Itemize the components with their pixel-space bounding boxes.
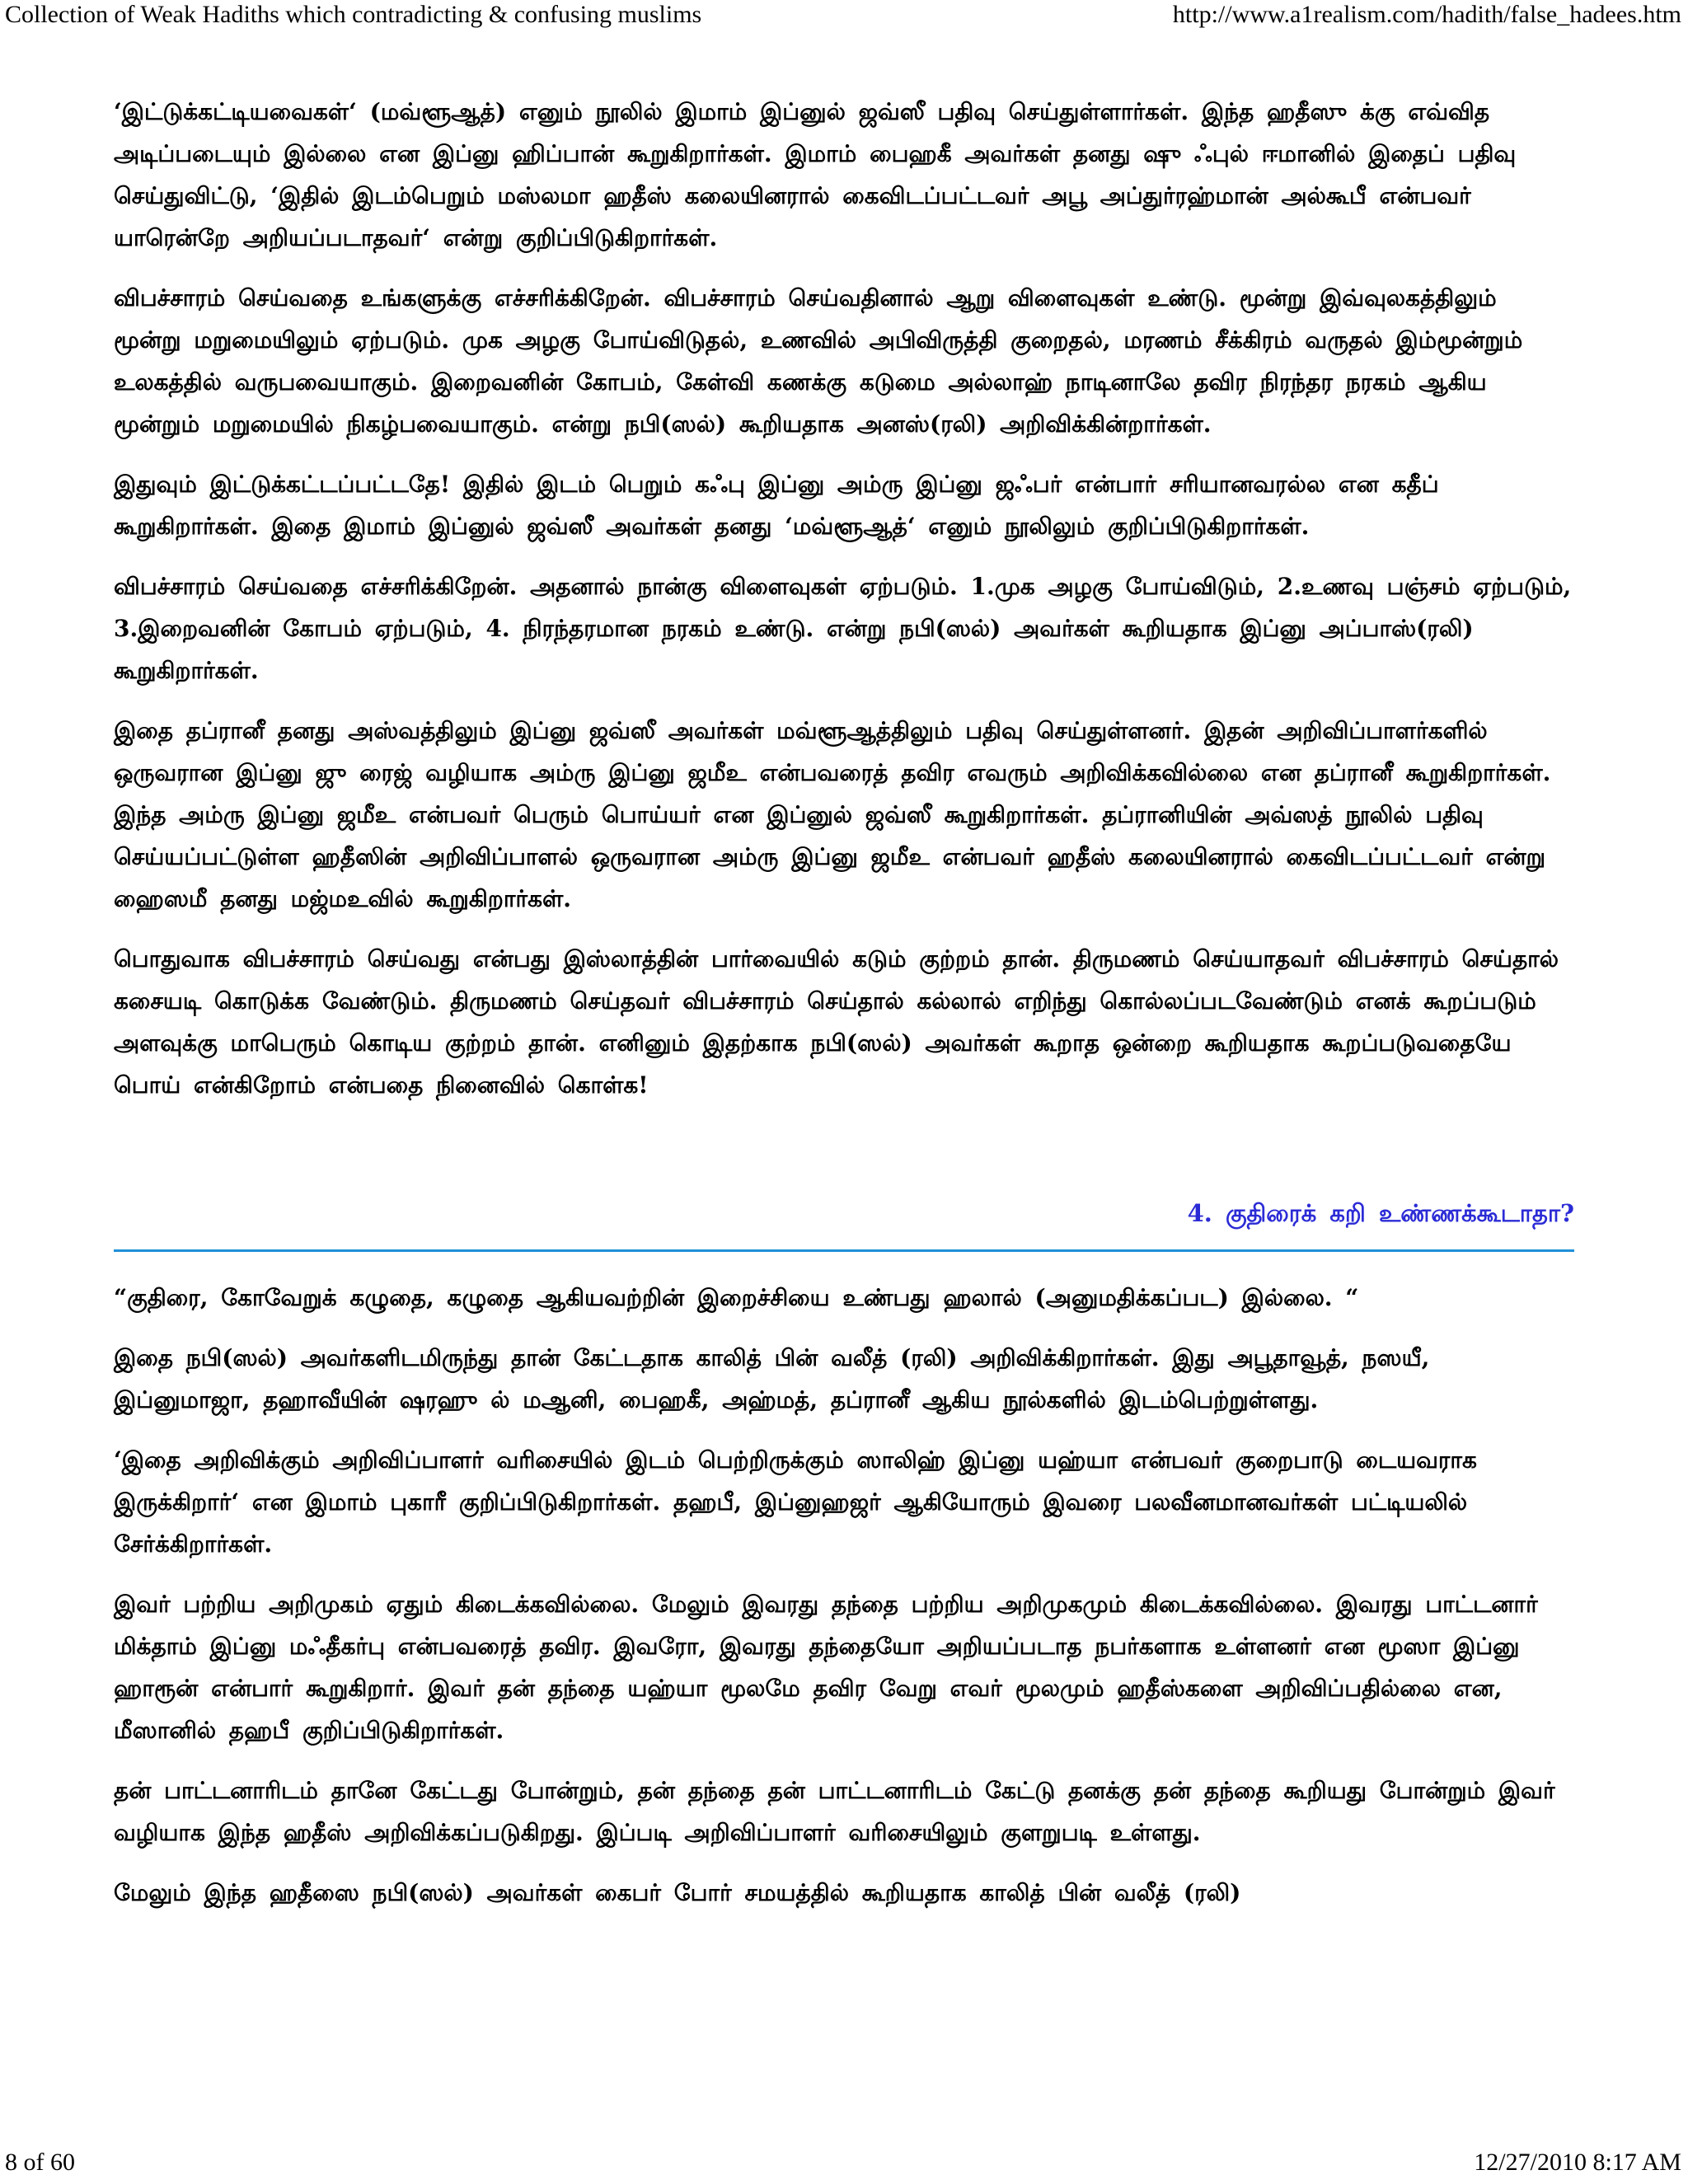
paragraph: தன் பாட்டனாரிடம் தானே கேட்டது போன்றும், தன் தந்தை தன் பாட்டனாரிடம் கேட்டு தனக்கு தன் தந்தை கூறியது போன்றும் இவர் வழியாக இந்த ஹதீஸ் அறிவிக்கப்படுகிறது. இப்படி அறிவிப்பாளர் வரிசையிலும் குளறுபடி உள்ளது. — [114, 1777, 1555, 1846]
paragraph: இதை தப்ரானீ தனது அஸ்வத்திலும் இப்னு ஜவ்ஸீ அவர்கள் மவ்ளூஆத்திலும் பதிவு செய்துள்ளனர். இதன் அறிவிப்பாளர்களில் ஒருவரான இப்னு ஜு ரைஜ் வழியாக அம்ரு இப்னு ஜமீஉ என்பவரைத் தவிர எவரும் அறிவிக்கவில்லை என தப்ரானீ கூறுகிறார்கள். இந்த அம்ரு இப்னு ஜமீஉ என்பவர் பெரும் பொய்யர் என இப்னுல் ஜவ்ஸீ கூறுகிறார்கள். தப்ரானியின் அவ்ஸத் நூலில் பதிவு செய்யப்பட்டுள்ள ஹதீஸின் அறிவிப்பாளல் ஒருவரான அம்ரு இப்னு ஜமீஉ என்பவர் ஹதீஸ் கலையினரால் கைவிடப்பட்டவர் என்று ஹைஸமீ தனது மஜ்மஉவில் கூறுகிறார்கள். — [114, 717, 1551, 912]
section-heading: 4. குதிரைக் கறி உண்ணக்கூடாதா? — [1187, 1199, 1574, 1227]
paragraph: பொதுவாக விபச்சாரம் செய்வது என்பது இஸ்லாத்தின் பார்வையில் கடும் குற்றம் தான். திருமணம் செய்யாதவர் விபச்சாரம் செய்தால் கசையடி கொடுக்க வேண்டும். திருமணம் செய்தவர் விபச்சாரம் செய்தால் கல்லால் எறிந்து கொல்லப்படவேண்டும் எனக் கூறப்படும் அளவுக்கு மாபெரும் கொடிய குற்றம் தான். எனினும் இதற்காக நபி(ஸல்) அவர்கள் கூறாத ஒன்றை கூறியதாக கூறப்படுவதையே பொய் என்கிறோம் என்பதை நினைவில் கொள்க! — [114, 945, 1559, 1099]
paragraph: விபச்சாரம் செய்வதை உங்களுக்கு எச்சரிக்கிறேன். விபச்சாரம் செய்வதினால் ஆறு விளைவுகள் உண்டு. மூன்று இவ்வுலகத்திலும் மூன்று மறுமையிலும் ஏற்படும். முக அழகு போய்விடுதல், உணவில் அபிவிருத்தி குறைதல், மரணம் சீக்கிரம் வருதல் இம்மூன்றும் உலகத்தில் வருபவையாகும். இறைவனின் கோபம், கேள்வி கணக்கு கடுமை அல்லாஹ் நாடினாலே தவிர நிரந்தர நரகம் ஆகிய மூன்றும் மறுமையில் நிகழ்பவையாகும். என்று நபி(ஸல்) கூறியதாக அனஸ்(ரலி) அறிவிக்கின்றார்கள். — [114, 284, 1523, 438]
paragraph: இதுவும் இட்டுக்கட்டப்பட்டதே! இதில் இடம் பெறும் கஃபு இப்னு அம்ரு இப்னு ஜஃபர் என்பார் சரியானவரல்ல என கதீப் கூறுகிறார்கள். இதை இமாம் இப்னுல் ஜவ்ஸீ அவர்கள் தனது ‘மவ்ளூஆத்‘ எனும் நூலிலும் குறிப்பிடுகிறார்கள். — [114, 471, 1439, 540]
paragraph: ‘இதை அறிவிக்கும் அறிவிப்பாளர் வரிசையில் இடம் பெற்றிருக்கும் ஸாலிஹ் இப்னு யஹ்யா என்பவர் குறைபாடு டையவராக இருக்கிறார்‘ என இமாம் புகாரீ குறிப்பிடுகிறார்கள். தஹபீ, இப்னுஹஜர் ஆகியோரும் இவரை பலவீனமானவர்கள் பட்டியலில் சேர்க்கிறார்கள். — [114, 1446, 1477, 1558]
paragraph: மேலும் இந்த ஹதீஸை நபி(ஸல்) அவர்கள் கைபர் போர் சமயத்தில் கூறியதாக காலித் பின் வலீத் (ரலி) — [114, 1879, 1241, 1906]
section-divider — [114, 1249, 1574, 1252]
page-title: Collection of Weak Hadiths which contradicting & confusing muslims — [5, 1, 702, 28]
paragraph: இதை நபி(ஸல்) அவர்களிடமிருந்து தான் கேட்டதாக காலித் பின் வலீத் (ரலி) அறிவிக்கிறார்கள். இது அபூதாவூத், நஸயீ, இப்னுமாஜா, தஹாவீயின் ஷரஹு ல் மஆனி, பைஹகீ, அஹ்மத், தப்ரானீ ஆகிய நூல்களில் இடம்பெற்றுள்ளது. — [114, 1344, 1430, 1413]
page-url[interactable]: http://www.a1realism.com/hadith/false_hadees.htm — [1172, 1, 1681, 28]
article-body — [114, 91, 1574, 1932]
page-number: 8 of 60 — [5, 2149, 75, 2176]
print-timestamp: 12/27/2010 8:17 AM — [1474, 2149, 1681, 2176]
paragraph: விபச்சாரம் செய்வதை எச்சரிக்கிறேன். அதனால் நான்கு விளைவுகள் ஏற்படும். 1.முக அழகு போய்விடும், 2.உணவு பஞ்சம் ஏற்படும், 3.இறைவனின் கோபம் ஏற்படும், 4. நிரந்தரமான நரகம் உண்டு. என்று நபி(ஸல்) அவர்கள் கூறியதாக இப்னு அப்பாஸ்(ரலி) கூறுகிறார்கள். — [114, 573, 1572, 684]
paragraph: ‘இட்டுக்கட்டியவைகள்‘ (மவ்ளூஆத்) எனும் நூலில் இமாம் இப்னுல் ஜவ்ஸீ பதிவு செய்துள்ளார்கள். இந்த ஹதீஸு க்கு எவ்வித அடிப்படையும் இல்லை என இப்னு ஹிப்பான் கூறுகிறார்கள். இமாம் பைஹகீ அவர்கள் தனது ஷு ஃபுல் ஈமானில் இதைப் பதிவு செய்துவிட்டு, ‘இதில் இடம்பெறும் மஸ்லமா ஹதீஸ் கலையினரால் கைவிடப்பட்டவர் அபூ அப்துர்ரஹ்மான் அல்கூபீ என்பவர் யாரென்றே அறியப்படாதவர்‘ என்று குறிப்பிடுகிறார்கள். — [114, 98, 1517, 251]
paragraph: “குதிரை, கோவேறுக் கழுதை, கழுதை ஆகியவற்றின் இறைச்சியை உண்பது ஹலால் (அனுமதிக்கப்பட) இல்லை. “ — [114, 1284, 1359, 1311]
paragraph: இவர் பற்றிய அறிமுகம் ஏதும் கிடைக்கவில்லை. மேலும் இவரது தந்தை பற்றிய அறிமுகமும் கிடைக்கவில்லை. இவரது பாட்டனார் மிக்தாம் இப்னு மஃதீகர்பு என்பவரைத் தவிர. இவரோ, இவரது தந்தையோ அறியப்படாத நபர்களாக உள்ளனர் என மூஸா இப்னு ஹாரூன் என்பார் கூறுகிறார். இவர் தன் தந்தை யஹ்யா மூலமே தவிர வேறு எவர் மூலமும் ஹதீஸ்களை அறிவிப்பதில்லை என, மீஸானில் தஹபீ குறிப்பிடுகிறார்கள். — [114, 1591, 1538, 1744]
